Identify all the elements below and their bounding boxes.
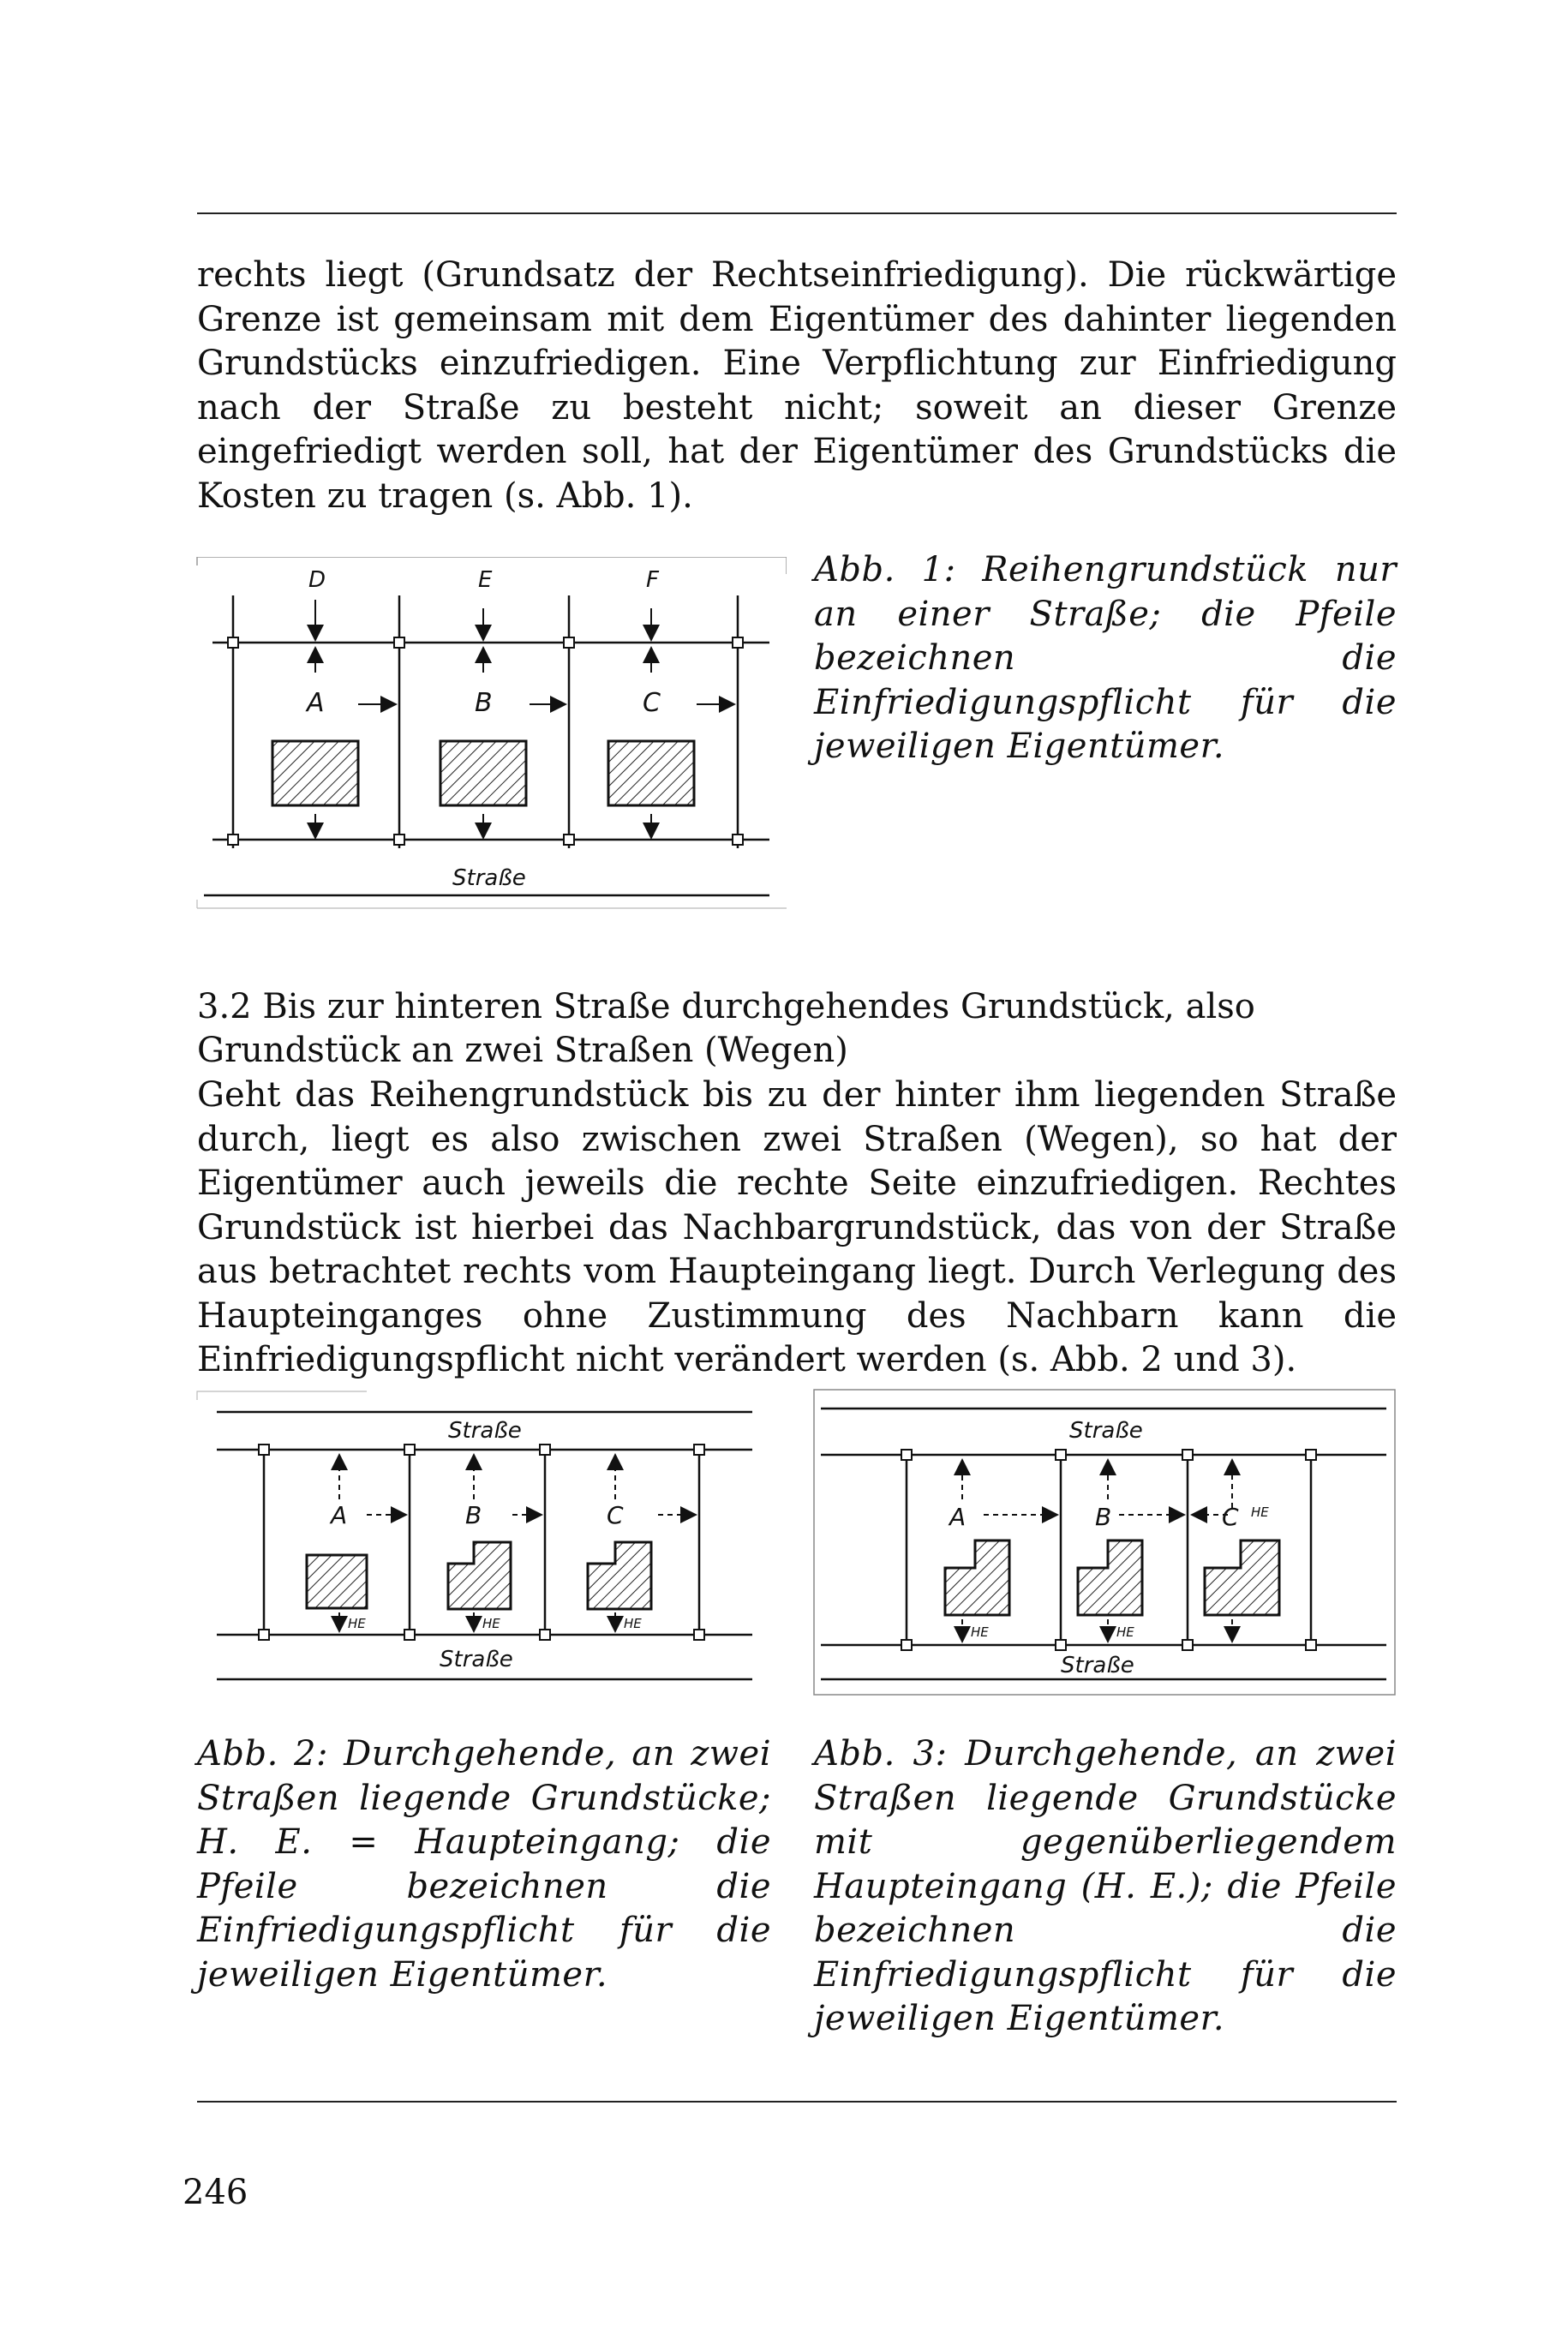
figure-1-drawing [195, 557, 787, 917]
fig1-label-c: C [643, 688, 661, 718]
fig3-bottom-street-label: Straße [1061, 1653, 1134, 1678]
fig2-label-b: B [465, 1501, 482, 1529]
fig3-entrance-b: HE [1116, 1624, 1134, 1640]
bottom-rule [197, 2101, 1397, 2103]
figure-1 [195, 557, 787, 917]
figure-2-caption: Abb. 2: Durchgehende, an zwei Straßen liegende Grundstücke; H. E. = Haupteingang; die Pfeile bezeichnen die Einfriedigungspflicht für die jeweiligen Eigentümer. [197, 1734, 771, 1995]
fig2-top-street-label: Straße [448, 1418, 522, 1444]
fig3-entrance-c: HE [1251, 1504, 1269, 1520]
fig2-label-a: A [331, 1501, 348, 1529]
fig3-entrance-a: HE [971, 1624, 989, 1640]
section-heading-line-1: 3.2 Bis zur hinteren Straße durchgehendes Grundstück, also [197, 987, 1255, 1026]
section-heading-line-2: Grundstück an zwei Straßen (Wegen) [197, 1031, 848, 1070]
fig3-label-b: B [1095, 1503, 1112, 1531]
section-paragraph: Geht das Reihengrundstück bis zu der hinter ihm liegenden Straße durch, liegt es also zwischen zwei Straßen (Wegen), so hat der Eigentümer auch jeweils die rechte Seite einzufriedigen. Rechtes Grundstück ist hierbei das Nachbargrundstück, das von der Straße aus betrachtet rechts vom Haupteingang liegt. Durch Verlegung des Haupteinganges ohne Zustimmung des Nachbarn kann die Einfriedigungspflicht nicht verändert werden (s. Abb. 2 und 3). [197, 1075, 1397, 1379]
fig1-label-f: F [646, 567, 659, 593]
fig3-top-street-label: Straße [1069, 1418, 1143, 1444]
fig1-street-label: Straße [452, 865, 526, 891]
figure-2 [195, 1388, 787, 1714]
page-number: 246 [183, 2173, 248, 2212]
fig2-entrance-c: HE [624, 1616, 642, 1631]
figure-2-drawing [195, 1388, 787, 1714]
fig2-label-c: C [607, 1501, 624, 1529]
fig2-entrance-a: HE [348, 1616, 366, 1631]
fig3-label-a: A [949, 1503, 967, 1531]
fig2-entrance-b: HE [482, 1616, 500, 1631]
fig1-label-d: D [308, 567, 326, 593]
figure-1-caption: Abb. 1: Reihengrundstück nur an einer Straße; die Pfeile bezeichnen die Einfriedigungspflicht für die jeweiligen Eigentümer. [814, 550, 1397, 766]
fig1-label-b: B [475, 688, 493, 718]
figure-3-drawing [812, 1388, 1403, 1714]
intro-paragraph: rechts liegt (Grundsatz der Rechtseinfriedigung). Die rückwärtige Grenze ist gemeinsam mit dem Eigentümer des dahinter liegenden Grundstücks einzufriedigen. Eine Verpflichtung zur Einfriedigung nach der Straße zu besteht nicht; soweit an dieser Grenze eingefriedigt werden soll, hat der Eigentümer des Grundstücks die Kosten zu tragen (s. Abb. 1). [197, 255, 1397, 516]
figure-3-caption: Abb. 3: Durchgehende, an zwei Straßen liegende Grundstücke mit gegenüberliegendem Haupteingang (H. E.); die Pfeile bezeichnen die Einfriedigungspflicht für die jeweiligen Eigentümer. [814, 1734, 1397, 2038]
top-rule [197, 212, 1397, 214]
figure-3 [812, 1388, 1403, 1714]
fig1-label-a: A [307, 688, 325, 718]
fig3-label-c: C [1222, 1503, 1239, 1531]
fig1-label-e: E [478, 567, 493, 593]
fig2-bottom-street-label: Straße [440, 1647, 513, 1672]
